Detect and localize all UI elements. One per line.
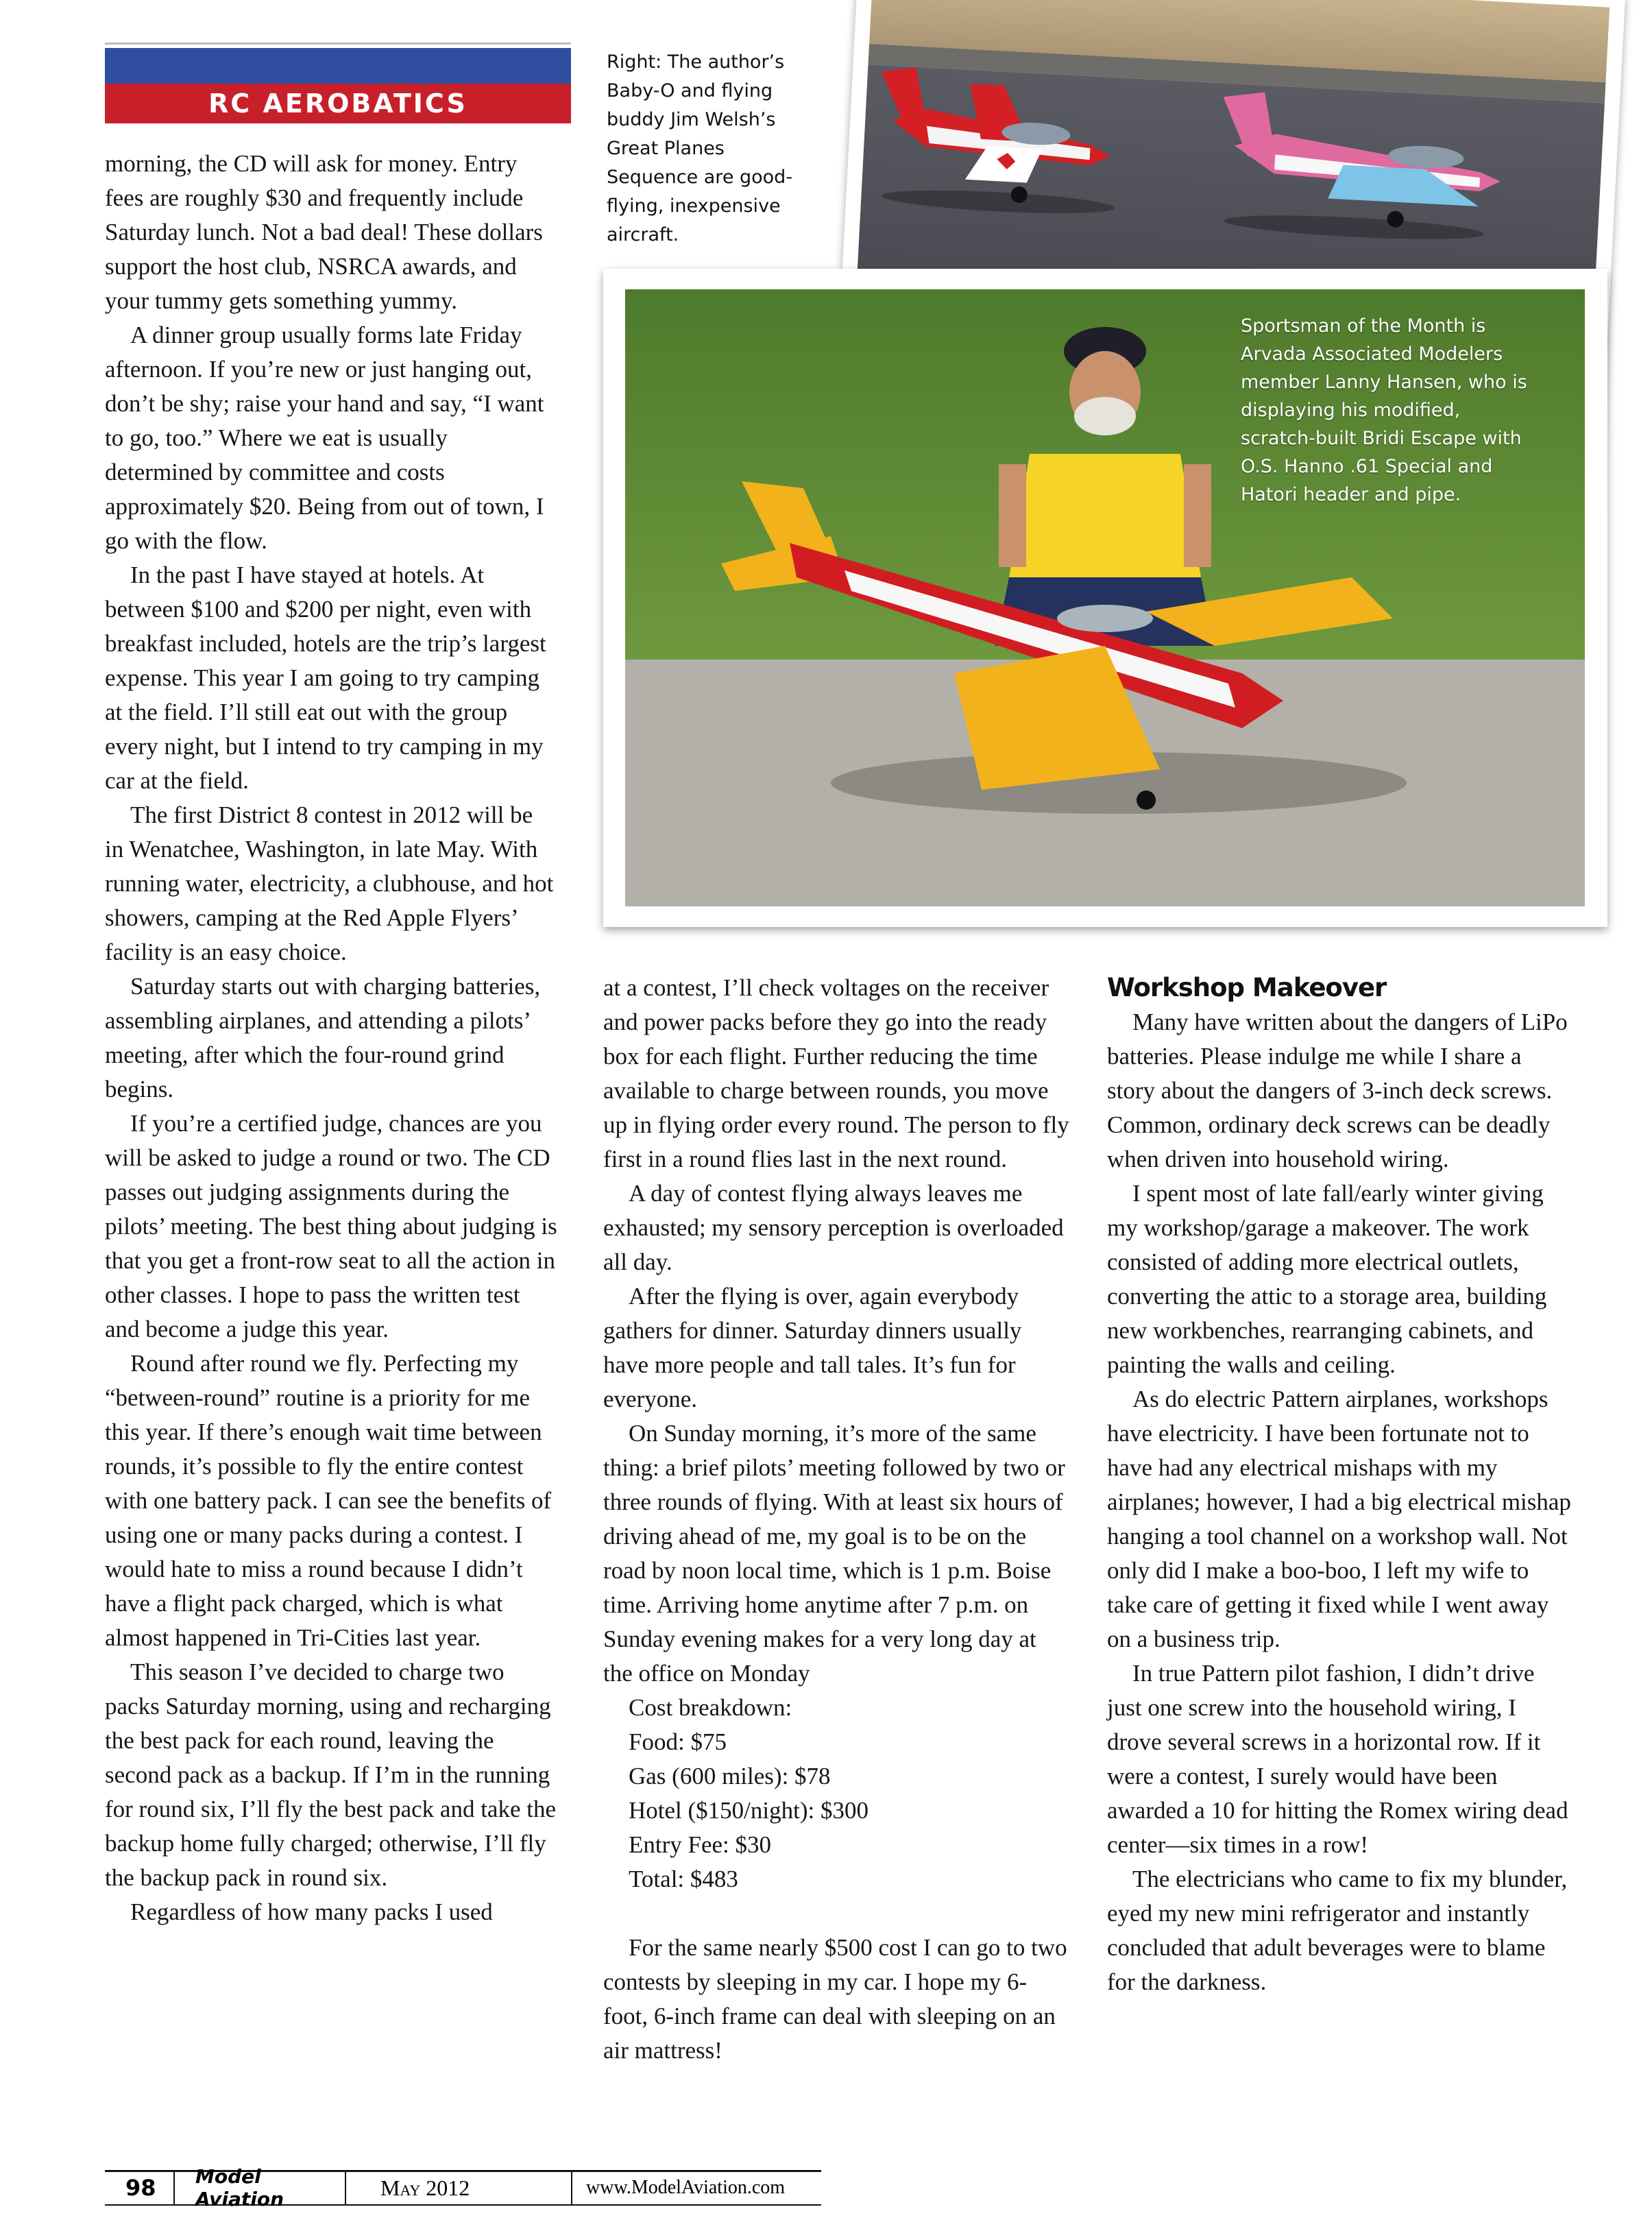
col1-paragraph: morning, the CD will ask for money. Entry fees are roughly $30 and frequently include Saturday lunch. Not a bad deal! These dollars support the host club, NSRCA awards, and your tummy gets something yummy. [105,150,543,314]
top-photo-caption: Right: The author’s Baby-O and flying buddy Jim Welsh’s Great Planes Sequence are good-flying, inexpensive aircraft. [607,51,793,245]
cost-item-food: Food: $75 [629,1728,727,1755]
section-header [105,48,571,123]
column-2 [603,971,1069,2068]
spacer [603,1896,1069,1931]
cost-item-gas: Gas (600 miles): $78 [629,1763,831,1789]
col3-paragraph: I spent most of late fall/early winter giving my workshop/garage a makeover. The work consisted of adding more electrical outlets, converting the attic to a storage area, building new workbenches, rearranging cabinets, and painting the walls and ceiling. [1107,1180,1547,1378]
issue-date: May 2012 [345,2170,502,2206]
col1-paragraph: The first District 8 contest in 2012 will be in Wenatchee, Washington, in late May. With running water, electricity, a clubhouse, and hot showers, camping at the Red Apple Flyers’ facility is an easy choice. [105,801,554,965]
col1-paragraph: If you’re a certified judge, chances are you will be asked to judge a round or two. The CD passes out judging assignments during the pilots’ meeting. The best thing about judging is that you get a front-row seat to all the action in other classes. I hope to pass the written test and become a judge this year. [105,1110,557,1342]
cost-item-entry-fee: Entry Fee: $30 [629,1831,772,1858]
col2-paragraph: After the flying is over, again everybody gathers for dinner. Saturday dinners usually have more people and tall tales. It’s fun for everyone. [603,1283,1022,1412]
col1-paragraph: Regardless of how many packs I used [130,1898,493,1925]
page-footer [105,2165,821,2210]
col1-paragraph: Saturday starts out with charging batteries, assembling airplanes, and attending a pilots’ meeting, after which the four-round grind begins. [105,973,541,1102]
website-url: www.ModelAviation.com [571,2170,821,2206]
col2-paragraph: On Sunday morning, it’s more of the same thing: a brief pilots’ meeting followed by two or three rounds of flying. With at least six hours of driving ahead of me, my goal is to be on the road by noon local time, which is 1 p.m. Boise time. Arriving home anytime after 7 p.m. on Sunday evening makes for a very long day at the office on Monday [603,1420,1065,1687]
col3-paragraph: As do electric Pattern airplanes, workshops have electricity. I have been fortunate not to have had any electrical mishaps with my airplanes; however, I had a big electrical mishap hanging a tool channel on a workshop wall. Not only did I make a boo-boo, I left my wife to take care of getting it fixed while I went away on a business trip. [1107,1386,1571,1652]
main-photo-caption: Sportsman of the Month is Arvada Associated Modelers member Lanny Hansen, who is displaying his modified, scratch-built Bridi Escape with O.S. Hanno .61 Special and Hatori header and pipe. [1241,315,1527,505]
col1-paragraph: In the past I have stayed at hotels. At between $100 and $200 per night, even with breakfast included, hotels are the trip’s largest expense. This year I am going to try camping at the field. I’ll still eat out with the group every night, but I intend to try camping in my car at the field. [105,562,546,794]
col3-paragraph: The electricians who came to fix my blunder, eyed my new mini refrigerator and instantly concluded that adult beverages were to blame for the darkness. [1107,1866,1568,1995]
header-blue-bar [105,48,571,84]
magazine-name: Model Aviation [173,2170,345,2206]
header-rule [105,43,571,45]
cost-breakdown-title: Cost breakdown: [629,1694,792,1721]
section-title: RC AEROBATICS [105,84,571,123]
column-1 [105,147,557,1929]
workshop-heading: Workshop Makeover [1107,973,1387,1002]
cost-item-hotel: Hotel ($150/night): $300 [629,1797,868,1824]
col1-paragraph: This season I’ve decided to charge two packs Saturday morning, using and recharging the best pack for each round, leaving the second pack as a backup. If I’m in the running for round six, I’ll fly the best pack and take the backup home fully charged; otherwise, I’ll fly the backup pack in round six. [105,1659,556,1891]
col2-paragraph: at a contest, I’ll check voltages on the receiver and power packs before they go into the ready box for each flight. Further reducing the time available to charge between rounds, you move up in flying order every round. The person to fly first in a round flies last in the next round. [603,974,1069,1172]
page-number: 98 [125,2175,156,2201]
column-3 [1107,971,1573,1999]
col2-paragraph: A day of contest flying always leaves me exhausted; my sensory perception is overloaded all day. [603,1180,1064,1275]
col1-paragraph: A dinner group usually forms late Friday afternoon. If you’re new or just hanging out, don’t be shy; raise your hand and say, “I want to go, too.” Where we eat is usually determined by committee and costs approximately $20. Being from out of town, I go with the flow. [105,322,544,554]
col1-paragraph: Round after round we fly. Perfecting my “between-round” routine is a priority for me this year. If there’s enough wait time between rounds, it’s possible to fly the entire contest with one battery pack. I can see the benefits of using one or many packs during a contest. I would hate to miss a round because I didn’t have a flight pack charged, which is what almost happened in Tri-Cities last year. [105,1350,552,1651]
col3-paragraph: Many have written about the dangers of LiPo batteries. Please indulge me while I share a story about the dangers of 3-inch deck screws. Common, ordinary deck screws can be deadly when driven into household wiring. [1107,1009,1568,1172]
cost-item-total: Total: $483 [629,1866,738,1892]
col3-paragraph: In true Pattern pilot fashion, I didn’t drive just one screw into the household wiring, I drove several screws in a horizontal row. If it were a contest, I surely would have been awarded a 10 for hitting the Romex wiring dead center—six times in a row! [1107,1660,1568,1858]
col2-paragraph: For the same nearly $500 cost I can go to two contests by sleeping in my car. I hope my 6-foot, 6-inch frame can deal with sleeping on an air mattress! [603,1934,1067,2064]
